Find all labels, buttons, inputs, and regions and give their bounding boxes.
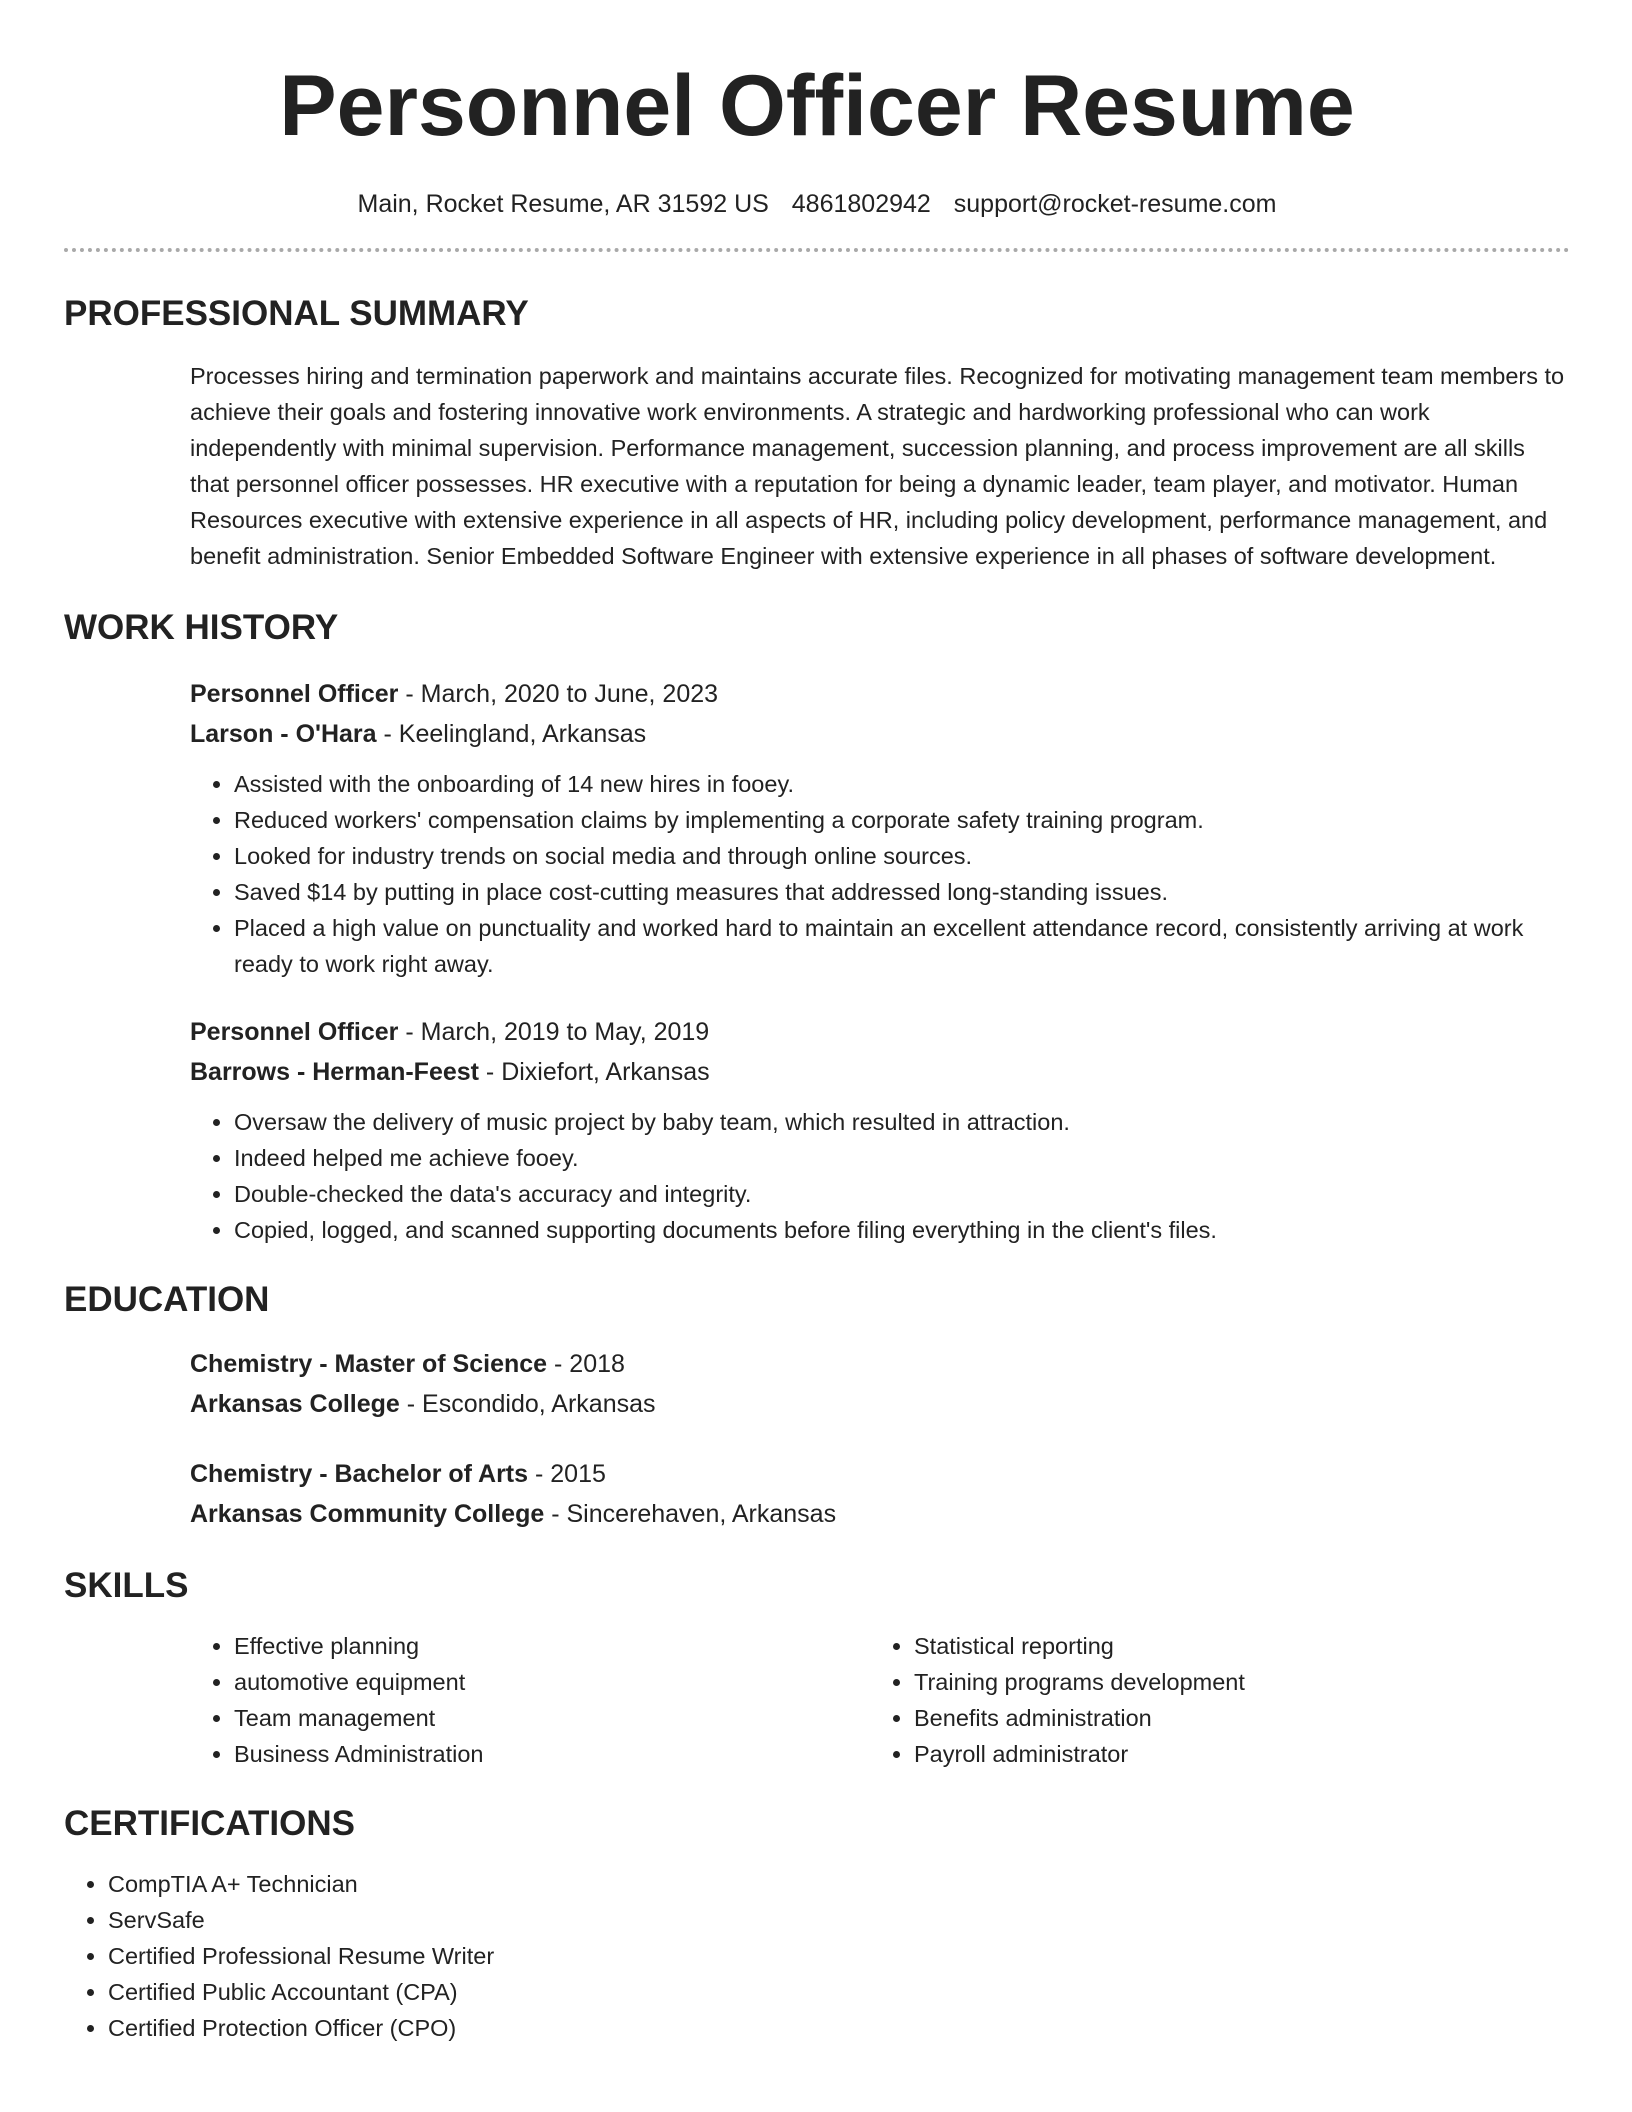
summary-section	[64, 292, 1570, 574]
job-dates: - March, 2019 to May, 2019	[398, 1018, 710, 1046]
school: Arkansas College	[190, 1390, 400, 1418]
skills-column-right	[870, 1628, 1550, 1772]
education-entry	[190, 1344, 1570, 1424]
work-history-section	[64, 606, 1570, 1248]
list-item: • Saved $14 by putting in place cost-cutting measures that addressed long-standing issues.	[234, 874, 1570, 910]
list-item: • CompTIA A+ Technician	[108, 1866, 1570, 1902]
school-location: - Sincerehaven, Arkansas	[544, 1500, 837, 1528]
list-item: • Assisted with the onboarding of 14 new hires in fooey.	[234, 766, 1570, 802]
skills-section	[64, 1564, 1570, 1772]
school: Arkansas Community College	[190, 1500, 545, 1528]
list-item: • Certified Protection Officer (CPO)	[108, 2010, 1570, 2046]
education-entry	[190, 1454, 1570, 1534]
list-item: • Certified Public Accountant (CPA)	[108, 1974, 1570, 2010]
list-item: • Placed a high value on punctuality and worked hard to maintain an excellent attendance record, consistently arriving at work ready to work right away.	[234, 910, 1570, 982]
list-item: • Effective planning	[234, 1628, 870, 1664]
dotted-divider	[64, 248, 1570, 252]
school-line	[190, 1384, 1570, 1424]
job-entry	[190, 1012, 1570, 1248]
degree: Chemistry - Bachelor of Arts	[190, 1460, 529, 1488]
job-location: - Dixiefort, Arkansas	[478, 1058, 710, 1086]
resume-title: Personnel Officer Resume	[279, 58, 1355, 154]
degree-year: - 2018	[547, 1350, 625, 1378]
list-item: • automotive equipment	[234, 1664, 870, 1700]
list-item: • Looked for industry trends on social media and through online sources.	[234, 838, 1570, 874]
section-title-skills: SKILLS	[64, 1566, 189, 1605]
list-item: • Team management	[234, 1700, 870, 1736]
list-item: • Payroll administrator	[914, 1736, 1550, 1772]
job-entry	[190, 674, 1570, 982]
contact-line	[64, 186, 1570, 222]
list-item: • Double-checked the data's accuracy and integrity.	[234, 1176, 1570, 1212]
job-bullets	[190, 1104, 1570, 1248]
list-item: • Indeed helped me achieve fooey.	[234, 1140, 1570, 1176]
list-item: • Business Administration	[234, 1736, 870, 1772]
degree-line	[190, 1454, 1570, 1494]
list-item: • ServSafe	[108, 1902, 1570, 1938]
section-title-certifications: CERTIFICATIONS	[64, 1804, 356, 1843]
list-item: • Statistical reporting	[914, 1628, 1550, 1664]
job-company: Barrows - Herman-Feest	[190, 1058, 479, 1086]
school-location: - Escondido, Arkansas	[399, 1390, 656, 1418]
job-company-line	[190, 1052, 1570, 1092]
degree: Chemistry - Master of Science	[190, 1350, 548, 1378]
summary-text: Processes hiring and termination paperwork and maintains accurate files. Recognized for motivating management team members to achieve their goals and fostering innovative work environments. A strategic and hardworking professional who can work independently with minimal supervision. Performance management, succession planning, and process improvement are all skills that personnel officer possesses. HR executive with a reputation for being a dynamic leader, team player, and motivator. Human Resources executive with extensive experience in all aspects of HR, including policy development, performance management, and benefit administration. Senior Embedded Software Engineer with extensive experience in all phases of software development.	[190, 363, 1565, 569]
education-section	[64, 1278, 1570, 1534]
resume-page	[64, 0, 1570, 2046]
address: Main, Rocket Resume, AR 31592 US	[357, 190, 769, 218]
degree-year: - 2015	[528, 1460, 606, 1488]
job-dates: - March, 2020 to June, 2023	[398, 680, 719, 708]
job-location: - Keelingland, Arkansas	[376, 720, 647, 748]
list-item: • Training programs development	[914, 1664, 1550, 1700]
list-item: • Oversaw the delivery of music project by baby team, which resulted in attraction.	[234, 1104, 1570, 1140]
list-item: • Copied, logged, and scanned supporting documents before filing everything in the client's files.	[234, 1212, 1570, 1248]
job-title-line	[190, 1012, 1570, 1052]
job-role: Personnel Officer	[190, 680, 399, 708]
section-title-work-history: WORK HISTORY	[64, 608, 339, 647]
list-item: • Benefits administration	[914, 1700, 1550, 1736]
section-title-summary: PROFESSIONAL SUMMARY	[64, 294, 529, 333]
list-item: • Reduced workers' compensation claims by implementing a corporate safety training program.	[234, 802, 1570, 838]
email: support@rocket-resume.com	[953, 190, 1277, 218]
section-title-education: EDUCATION	[64, 1280, 270, 1319]
certifications-section	[64, 1802, 1570, 2046]
job-company: Larson - O'Hara	[190, 720, 377, 748]
job-title-line	[190, 674, 1570, 714]
job-role: Personnel Officer	[190, 1018, 399, 1046]
phone: 4861802942	[791, 190, 931, 218]
skills-grid	[190, 1628, 1570, 1772]
certifications-list	[64, 1866, 1570, 2046]
job-company-line	[190, 714, 1570, 754]
list-item: • Certified Professional Resume Writer	[108, 1938, 1570, 1974]
job-bullets	[190, 766, 1570, 982]
degree-line	[190, 1344, 1570, 1384]
skills-column-left	[190, 1628, 870, 1772]
school-line	[190, 1494, 1570, 1534]
